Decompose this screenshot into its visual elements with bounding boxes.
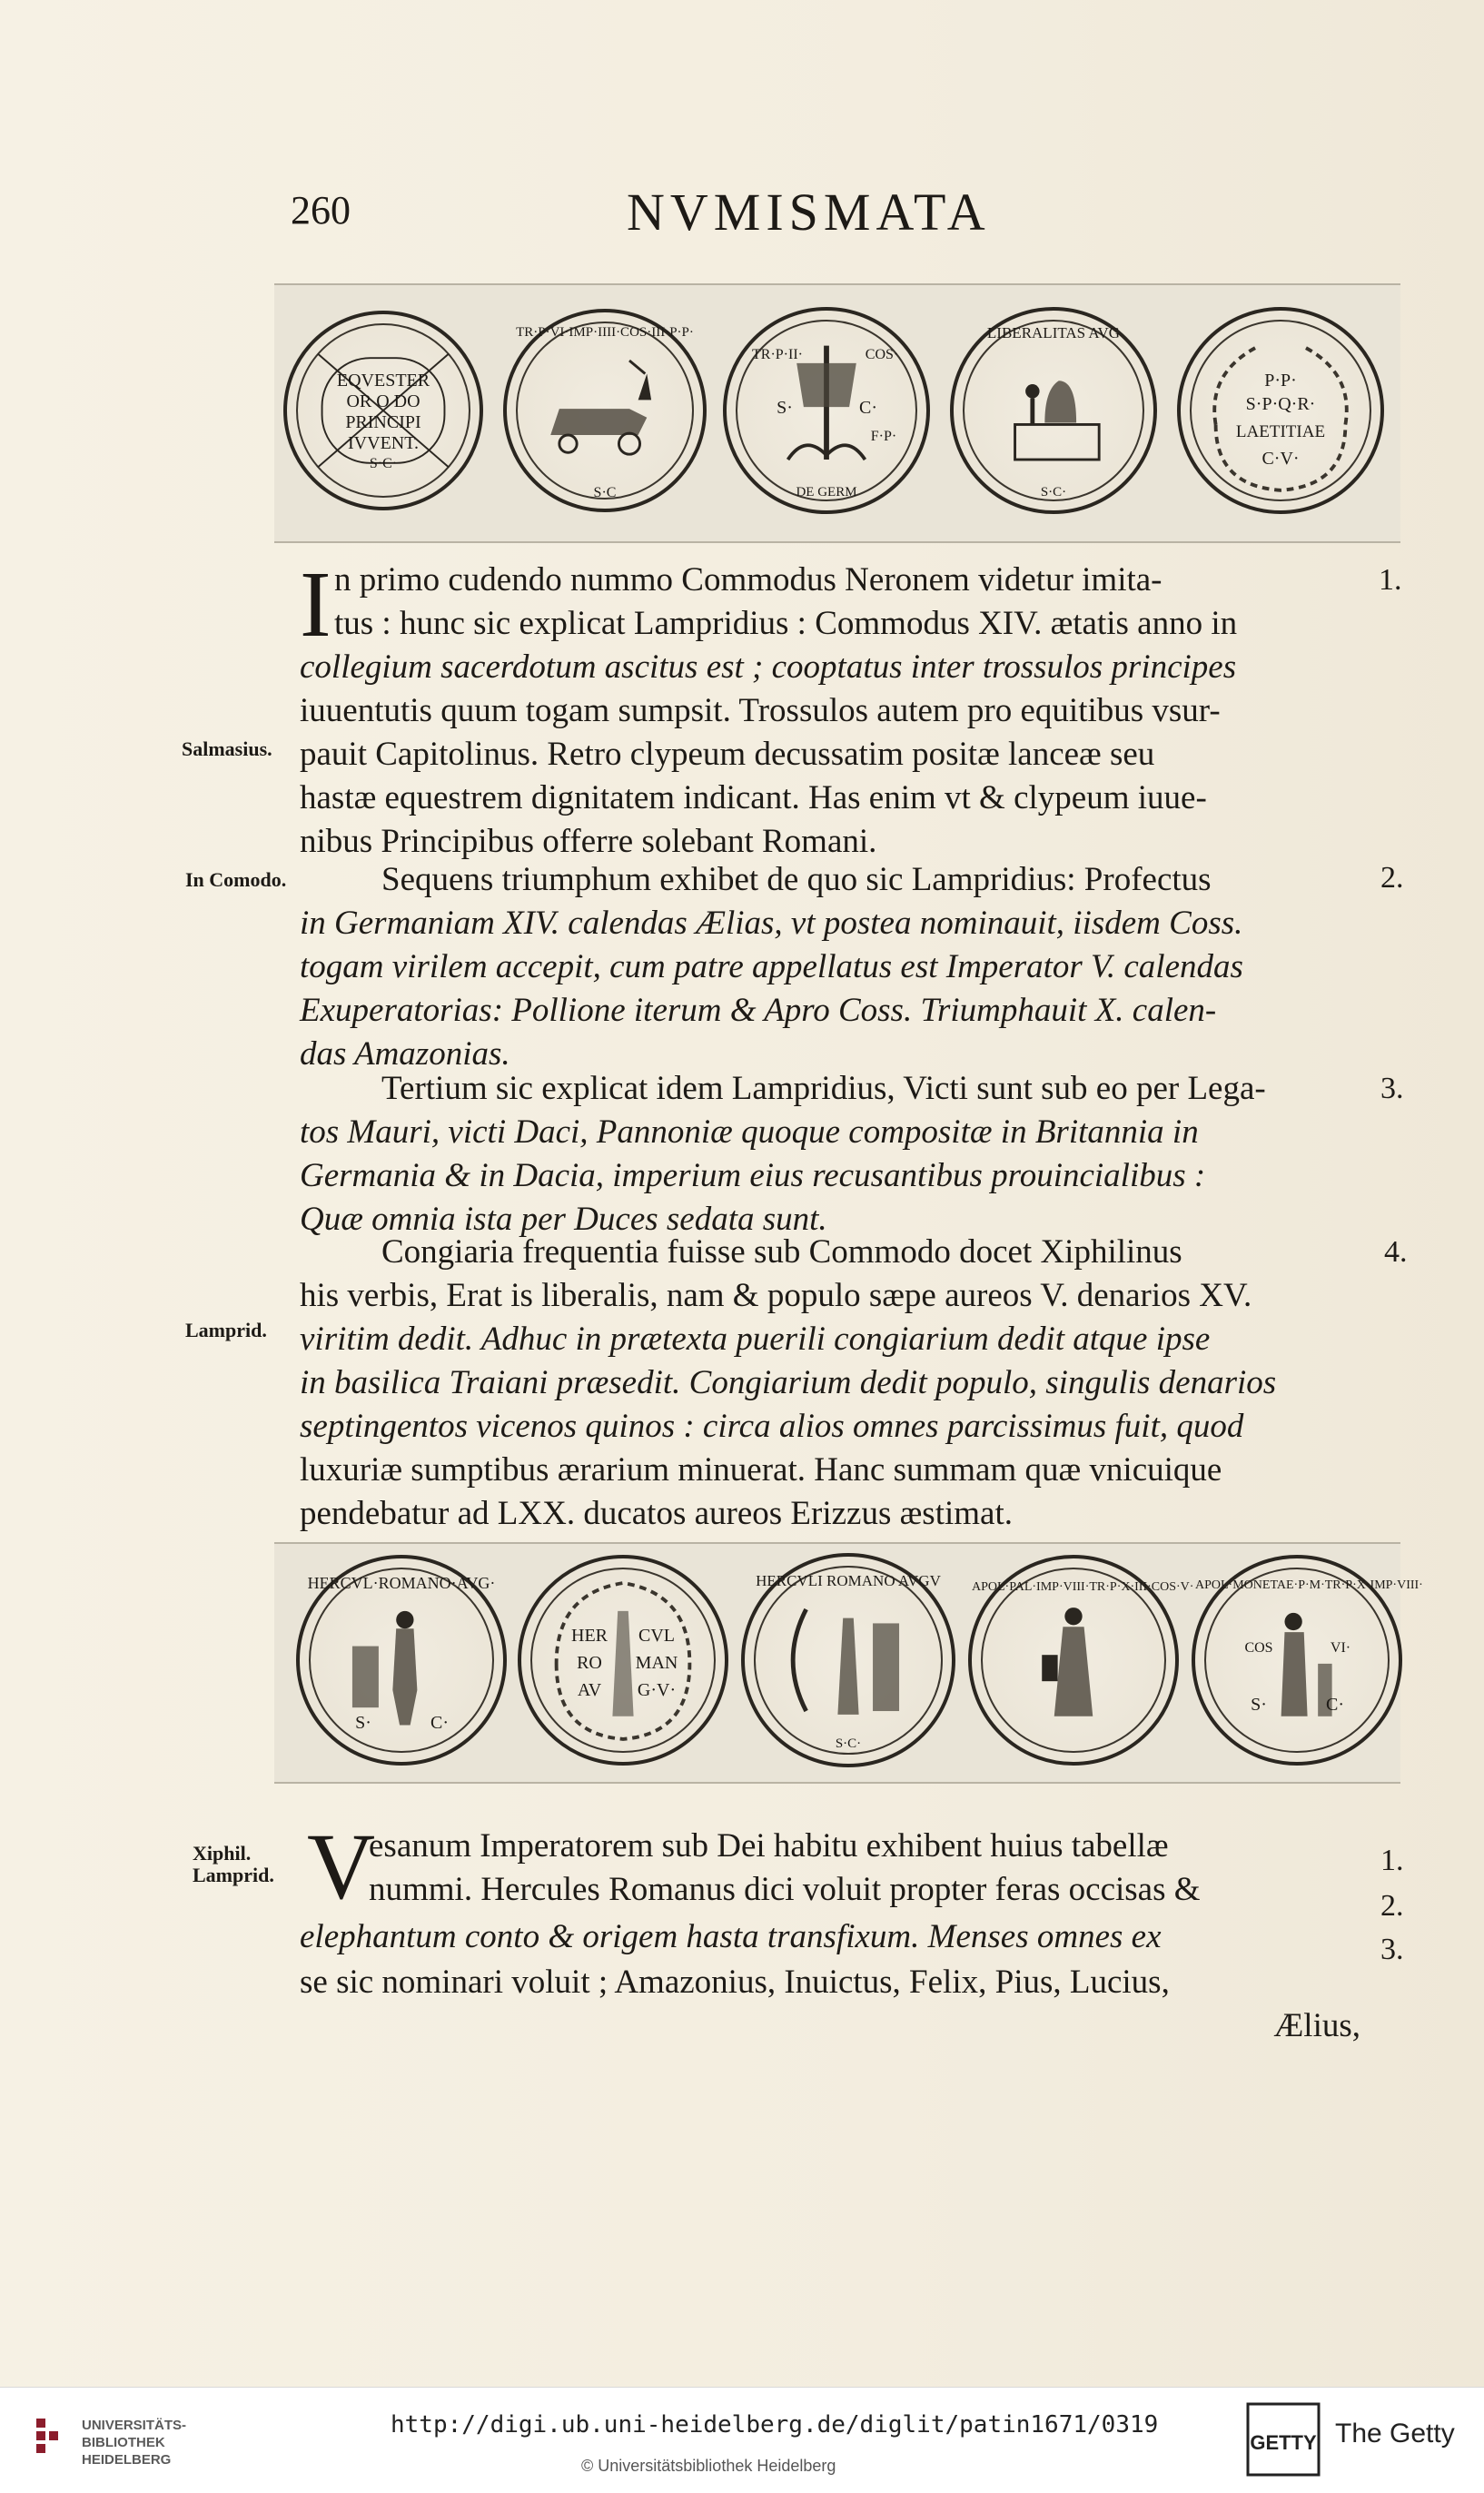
margin-note-lamprid: Lamprid. bbox=[185, 1319, 267, 1341]
text-span: nibus Principibus offerre solebant Romani. bbox=[300, 823, 877, 860]
coin-legend: LAETITIAE bbox=[1235, 422, 1326, 441]
coin-legend: HERCVL·ROMANO·AVG· bbox=[307, 1574, 496, 1592]
permalink-url[interactable]: http://digi.ub.uni-heidelberg.de/diglit/patin1671/0319 bbox=[391, 2411, 1159, 2439]
text-span: his verbis, Erat is liberalis, nam & populo sæpe aureos V. denarios XV. bbox=[300, 1277, 1252, 1314]
text-span: hastæ equestrem dignitatem indicant. Has enim vt & clypeum iuue- bbox=[300, 779, 1207, 816]
text-line bbox=[300, 1362, 1371, 1403]
coin-legend: S·C· bbox=[369, 456, 398, 471]
page-number: 260 bbox=[291, 188, 351, 232]
coin-legend: S·P·Q·R· bbox=[1245, 394, 1316, 414]
margin-note-xiphil: Xiphil. bbox=[193, 1842, 252, 1865]
text-line bbox=[300, 990, 1371, 1031]
quadriga-figure bbox=[507, 312, 703, 509]
margin-note-lamprid: Lamprid. bbox=[193, 1864, 274, 1886]
text-line bbox=[300, 1406, 1371, 1447]
text-line bbox=[381, 1232, 1371, 1272]
paragraph-5 bbox=[300, 1815, 1371, 2071]
coin-liberalitas bbox=[950, 307, 1157, 514]
text-span: nummi. Hercules Romanus dici voluit propter feras occisas & bbox=[369, 1871, 1201, 1908]
text-span: togam virilem accepit, cum patre appellatus est Imperator V. calendas bbox=[300, 948, 1243, 985]
text-span: das Amazonias. bbox=[300, 1035, 510, 1073]
margin-number: 4. bbox=[1384, 1235, 1408, 1269]
coin-legend: IVVENT. bbox=[348, 433, 419, 453]
coin-equester bbox=[283, 311, 483, 510]
getty-label: The Getty bbox=[1335, 2419, 1455, 2448]
text-span: viritim dedit. Adhuc in prætexta puerili congiarium dedit atque ipse bbox=[300, 1321, 1211, 1358]
text-line bbox=[300, 821, 1371, 862]
margin-note-salmasius: Salmasius. bbox=[182, 737, 272, 760]
coin-legend: S· bbox=[355, 1713, 371, 1733]
text-span: Ælius, bbox=[1273, 2007, 1360, 2044]
coin-legend: CVL bbox=[638, 1626, 675, 1646]
institution-line: HEIDELBERG bbox=[82, 2452, 172, 2468]
copyright-text: © Universitätsbibliothek Heidelberg bbox=[581, 2457, 836, 2475]
coin-legend: OR O DO bbox=[346, 391, 420, 411]
institution-name bbox=[82, 2417, 186, 2468]
text-line bbox=[381, 1068, 1371, 1109]
coin-legend: S·C· bbox=[1040, 485, 1067, 500]
coin-legend: P·P· bbox=[1264, 371, 1297, 391]
coin-legend: S·C· bbox=[835, 1736, 862, 1751]
page-title: NVMISMATA bbox=[627, 183, 991, 242]
coin-legend: S· bbox=[1251, 1695, 1267, 1715]
text-span: n primo cudendo nummo Commodus Neronem videtur imita- bbox=[334, 561, 1162, 599]
coin-legend: TR·P·II· bbox=[752, 347, 803, 362]
text-line bbox=[300, 734, 1371, 775]
institution-line: UNIVERSITÄTS- bbox=[82, 2418, 187, 2433]
text-line bbox=[300, 2005, 1360, 2046]
text-line bbox=[381, 859, 1371, 900]
coin-plate-bottom bbox=[274, 1542, 1423, 1784]
viewer-footer bbox=[0, 2387, 1484, 2493]
page-header bbox=[291, 182, 1380, 254]
coin-laetitiae bbox=[1177, 307, 1384, 514]
text-line bbox=[300, 1155, 1371, 1196]
text-line bbox=[300, 690, 1371, 731]
text-span: pendebatur ad LXX. ducatos aureos Erizzus æstimat. bbox=[300, 1495, 1013, 1532]
text-line bbox=[334, 559, 1406, 600]
coin-plate-top bbox=[274, 283, 1400, 543]
text-span: tus : hunc sic explicat Lampridius : Commodus XIV. ætatis anno in bbox=[334, 605, 1238, 642]
coin-legend: F·P· bbox=[870, 429, 897, 444]
coin-legend: MAN bbox=[635, 1653, 678, 1673]
coin-legend: AV bbox=[577, 1680, 602, 1700]
coin-hercules-2 bbox=[518, 1555, 728, 1766]
text-span: se sic nominari voluit ; Amazonius, Inuictus, Felix, Pius, Lucius, bbox=[300, 1964, 1170, 2001]
coin-legend: C· bbox=[430, 1713, 449, 1733]
coin-legend: S· bbox=[777, 398, 793, 418]
margin-number: 3. bbox=[1380, 1933, 1404, 1966]
coin-legend: C·V· bbox=[1261, 449, 1300, 469]
paragraph-2 bbox=[300, 859, 1371, 1077]
text-span: pauit Capitolinus. Retro clypeum decussatim positæ lanceæ seu bbox=[300, 736, 1155, 773]
text-line bbox=[300, 1112, 1371, 1153]
text-line bbox=[369, 1869, 1359, 1910]
coin-legend: COS· bbox=[865, 347, 899, 362]
trophy-figure bbox=[727, 311, 926, 510]
coin-quadriga bbox=[503, 309, 707, 512]
coin-legend: PRINCIPI bbox=[345, 412, 421, 432]
paragraph-4 bbox=[300, 1232, 1371, 1540]
text-span: collegium sacerdotum ascitus est ; cooptatus inter trossulos principes bbox=[300, 648, 1237, 686]
margin-number: 1. bbox=[1380, 1844, 1404, 1877]
margin-number: 1. bbox=[1379, 563, 1402, 597]
margin-number: 2. bbox=[1380, 1889, 1404, 1923]
coin-legend: HERCVLI ROMANO AVGV bbox=[756, 1572, 941, 1589]
getty-logo-icon bbox=[1244, 2400, 1322, 2478]
text-line bbox=[300, 1319, 1371, 1360]
coin-legend: C· bbox=[1326, 1695, 1344, 1715]
text-span: septingentos vicenos quinos : circa alios omnes parcissimus fuit, quod bbox=[300, 1408, 1244, 1445]
text-line bbox=[334, 603, 1406, 644]
text-span: in basilica Traiani præsedit. Congiarium dedit populo, singulis denarios bbox=[300, 1364, 1277, 1401]
text-line bbox=[300, 777, 1371, 818]
coin-apollo-monetae bbox=[1192, 1555, 1423, 1766]
text-line bbox=[300, 946, 1371, 987]
text-span: iuuentutis quum togam sumpsit. Trossulos autem pro equitibus vsur- bbox=[300, 692, 1221, 729]
text-span: esanum Imperatorem sub Dei habitu exhibent huius tabellæ bbox=[369, 1827, 1169, 1865]
club-wreath-figure bbox=[521, 1558, 725, 1762]
coin-legend: C· bbox=[859, 398, 877, 418]
coin-legend: LIBERALITAS AVG bbox=[986, 324, 1121, 341]
margin-note-in-commodo: In Comodo. bbox=[185, 868, 287, 891]
text-span: Germania & in Dacia, imperium eius recusantibus prouincialibus : bbox=[300, 1157, 1206, 1194]
coin-legend: APOL·MONETAE·P·M·TR·P·X·IMP·VIII· bbox=[1195, 1578, 1423, 1592]
text-span: Exuperatorias: Pollione iterum & Apro Coss. Triumphauit X. calen- bbox=[300, 992, 1217, 1029]
coin-legend: VI· bbox=[1330, 1640, 1351, 1656]
text-span: Quæ omnia ista per Duces sedata sunt. bbox=[300, 1201, 827, 1238]
getty-logo-text: GETTY bbox=[1250, 2431, 1317, 2454]
coin-legend: G·V· bbox=[637, 1680, 677, 1700]
text-line bbox=[300, 1493, 1371, 1534]
text-line bbox=[300, 1275, 1371, 1316]
coin-trophy bbox=[723, 307, 930, 514]
coin-legend: APOL·PAL·IMP·VIII·TR·P·X·III·COS·V· bbox=[972, 1580, 1194, 1594]
text-span: Sequens triumphum exhibet de quo sic Lampridius: Profectus bbox=[381, 861, 1212, 898]
drop-cap: I bbox=[300, 552, 331, 657]
text-span: elephantum conto & origem hasta transfixum. Menses omnes ex bbox=[300, 1918, 1162, 1955]
coin-legend: TR·P·VI·IMP·IIII·COS·III·P·P· bbox=[516, 325, 694, 340]
coin-legend: EQVESTER bbox=[336, 371, 430, 391]
text-span: in Germaniam XIV. calendas Ælias, vt postea nominauit, iisdem Coss. bbox=[300, 905, 1243, 942]
text-line bbox=[300, 1962, 1371, 2003]
coin-legend: HER bbox=[571, 1626, 608, 1646]
coin-hercules-3 bbox=[741, 1553, 955, 1767]
institution-line: BIBLIOTHEK bbox=[82, 2435, 165, 2450]
text-line bbox=[300, 1449, 1371, 1490]
text-line bbox=[369, 1825, 1359, 1866]
drop-cap: V bbox=[307, 1815, 376, 1919]
text-line bbox=[300, 903, 1371, 944]
text-span: Tertium sic explicat idem Lampridius, Victi sunt sub eo per Lega- bbox=[381, 1070, 1266, 1107]
paragraph-3 bbox=[300, 1068, 1371, 1250]
text-span: tos Mauri, victi Daci, Pannoniæ quoque compositæ in Britannia in bbox=[300, 1113, 1199, 1151]
coin-legend: COS bbox=[1244, 1640, 1273, 1656]
coin-legend: DE GERM bbox=[796, 485, 857, 500]
margin-number: 2. bbox=[1380, 861, 1404, 895]
coin-legend: RO bbox=[577, 1653, 602, 1673]
coin-legend: S·C bbox=[593, 485, 617, 500]
text-line bbox=[300, 1916, 1371, 1957]
paragraph-1 bbox=[300, 552, 1371, 860]
margin-number: 3. bbox=[1380, 1072, 1404, 1105]
coin-apollo-palatinus bbox=[968, 1555, 1194, 1766]
text-span: luxuriæ sumptibus ærarium minuerat. Hanc summam quæ vnicuique bbox=[300, 1451, 1222, 1489]
text-line bbox=[300, 647, 1371, 688]
text-span: Congiaria frequentia fuisse sub Commodo docet Xiphilinus bbox=[381, 1233, 1182, 1271]
coin-hercules-1 bbox=[296, 1555, 507, 1766]
